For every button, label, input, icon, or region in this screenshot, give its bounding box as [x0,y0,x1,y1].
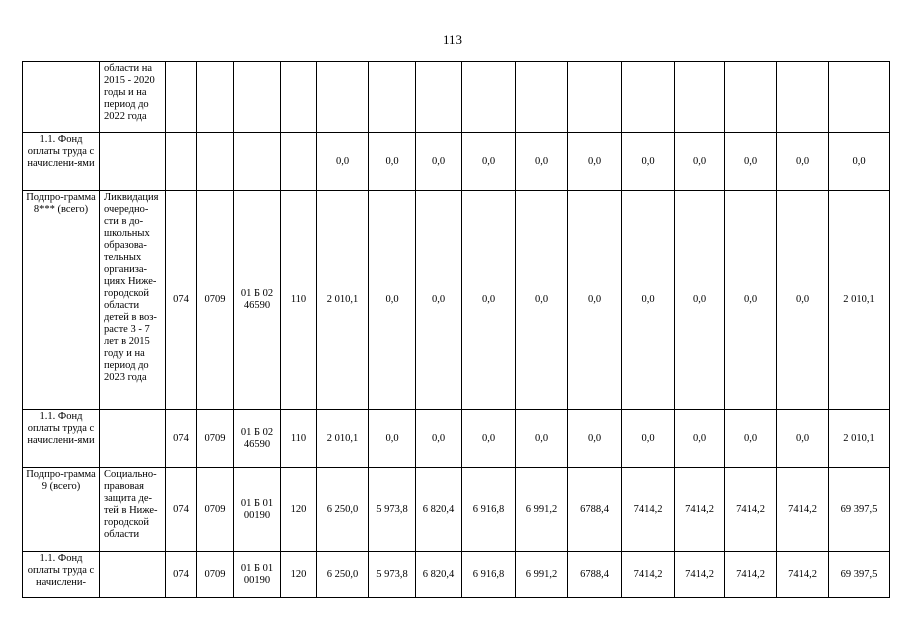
row-label-cell: 1.1. Фонд оплаты труда с начислени- [23,552,100,598]
row-description-cell: Социально-правовая защита де-тей в Ниже-городской области [100,468,166,552]
table-cell [166,62,197,133]
table-cell: 0,0 [725,191,777,410]
row-label-cell: Подпро-грамма 8*** (всего) [23,191,100,410]
table-cell [369,62,416,133]
table-cell: 6 820,4 [416,468,462,552]
table-cell [416,62,462,133]
table-row [23,133,890,191]
table-row [23,410,890,468]
table-cell [462,62,516,133]
table-cell: 6 250,0 [317,552,369,598]
row-description-cell [100,410,166,468]
row-description-cell [100,552,166,598]
table-cell: 6788,4 [568,468,622,552]
table-cell: 2 010,1 [829,191,890,410]
table-cell [197,133,234,191]
table-cell: 7414,2 [777,468,829,552]
table-cell: 074 [166,191,197,410]
table-cell: 0,0 [462,410,516,468]
table-cell: 7414,2 [725,468,777,552]
table-cell: 0709 [197,552,234,598]
table-cell: 0,0 [675,191,725,410]
table-cell: 0,0 [568,133,622,191]
table-cell: 7414,2 [622,552,675,598]
table-cell: 0,0 [462,133,516,191]
row-label-cell: 1.1. Фонд оплаты труда с начислени-ями [23,410,100,468]
table-cell: 0,0 [516,410,568,468]
table-cell [317,62,369,133]
table-row [23,191,890,410]
table-cell: 7414,2 [622,468,675,552]
table-cell: 0,0 [516,191,568,410]
table-cell: 0,0 [416,133,462,191]
table-cell [516,62,568,133]
table-cell: 6 916,8 [462,552,516,598]
table-cell: 0,0 [317,133,369,191]
table-cell: 69 397,5 [829,552,890,598]
table-cell: 0709 [197,191,234,410]
table-cell: 0,0 [725,133,777,191]
table-cell: 0,0 [369,410,416,468]
table-cell: 01 Б 01 00190 [234,468,281,552]
table-cell: 6 991,2 [516,468,568,552]
table-cell: 7414,2 [777,552,829,598]
table-cell [829,62,890,133]
table-cell [197,62,234,133]
table-cell [281,133,317,191]
table-cell: 0,0 [622,191,675,410]
table-cell: 074 [166,552,197,598]
table-cell: 0,0 [568,410,622,468]
table-cell: 01 Б 02 46590 [234,191,281,410]
table-cell: 0709 [197,468,234,552]
row-label-cell [23,62,100,133]
table-cell: 2 010,1 [829,410,890,468]
table-cell: 0,0 [516,133,568,191]
table-row [23,468,890,552]
table-cell: 0,0 [369,191,416,410]
budget-table [22,61,890,598]
table-cell: 0,0 [416,191,462,410]
table-cell: 6 250,0 [317,468,369,552]
table-cell: 7414,2 [725,552,777,598]
table-cell [234,62,281,133]
table-cell: 0,0 [622,133,675,191]
table-cell [166,133,197,191]
table-cell: 0,0 [675,133,725,191]
table-cell [777,62,829,133]
row-description-cell: области на 2015 - 2020 годы и на период до 2022 года [100,62,166,133]
table-cell [281,62,317,133]
table-cell: 110 [281,410,317,468]
table-cell: 5 973,8 [369,552,416,598]
table-cell [622,62,675,133]
table-cell [675,62,725,133]
table-cell: 120 [281,468,317,552]
table-cell: 0,0 [829,133,890,191]
table-cell: 0,0 [777,191,829,410]
table-cell: 0,0 [725,410,777,468]
table-cell: 074 [166,468,197,552]
table-row [23,62,890,133]
table-cell: 074 [166,410,197,468]
table-cell: 0,0 [675,410,725,468]
table-cell: 7414,2 [675,552,725,598]
table-cell: 0,0 [622,410,675,468]
table-cell: 6 820,4 [416,552,462,598]
table-cell: 6788,4 [568,552,622,598]
table-cell: 6 916,8 [462,468,516,552]
table-cell [234,133,281,191]
table-cell: 6 991,2 [516,552,568,598]
table-cell [725,62,777,133]
table-cell: 110 [281,191,317,410]
table-cell: 0,0 [462,191,516,410]
page-number: 113 [442,32,463,47]
row-label-cell: Подпро-грамма 9 (всего) [23,468,100,552]
row-label-cell: 1.1. Фонд оплаты труда с начислени-ями [23,133,100,191]
table-cell: 0,0 [777,133,829,191]
row-description-cell: Ликвидация очередно-сти в до-школьных образова-тельных организа-циях Ниже-городской области детей в воз-расте 3 - 7 лет в 2015 году и на период до 2023 года [100,191,166,410]
table-cell: 0,0 [369,133,416,191]
table-cell: 0709 [197,410,234,468]
table-cell: 5 973,8 [369,468,416,552]
table-cell [568,62,622,133]
table-cell: 69 397,5 [829,468,890,552]
table-cell: 0,0 [568,191,622,410]
table-cell: 01 Б 01 00190 [234,552,281,598]
table-cell: 0,0 [416,410,462,468]
table-cell: 2 010,1 [317,191,369,410]
table-row [23,552,890,598]
table-cell: 120 [281,552,317,598]
row-description-cell [100,133,166,191]
table-cell: 2 010,1 [317,410,369,468]
table-cell: 01 Б 02 46590 [234,410,281,468]
table-cell: 7414,2 [675,468,725,552]
table-cell: 0,0 [777,410,829,468]
